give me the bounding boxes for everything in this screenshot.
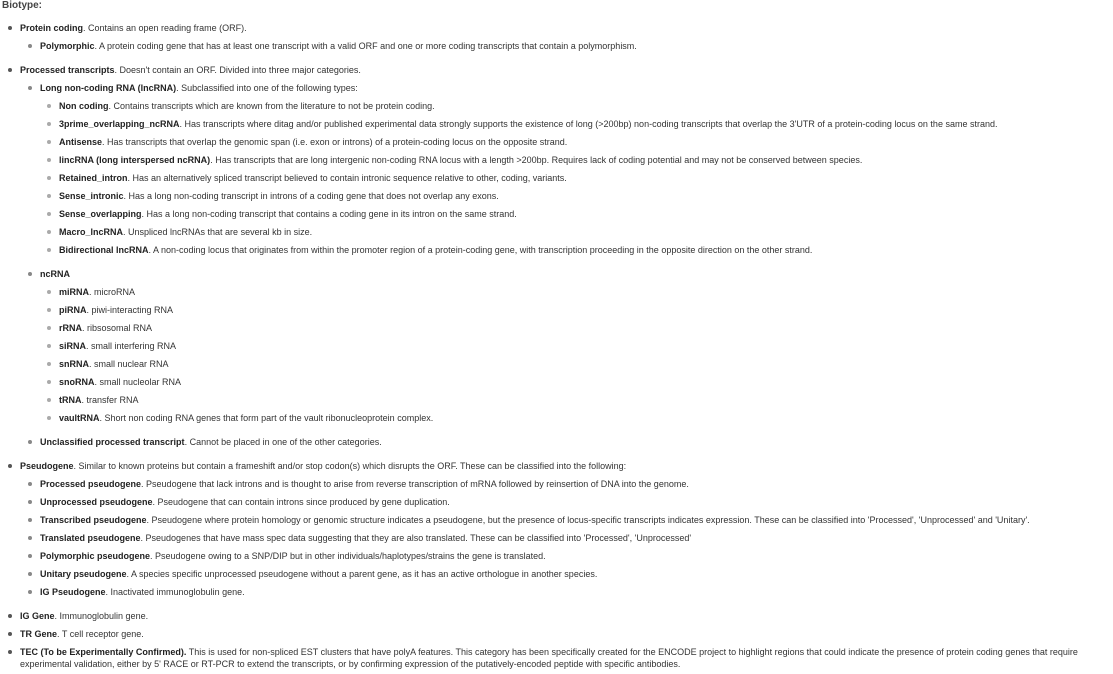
item-term: lincRNA (long interspersed ncRNA) <box>59 155 211 165</box>
list-item-ig-gene <box>20 610 148 622</box>
item-desc: . small interfering RNA <box>86 341 177 351</box>
item-desc: . Doesn't contain an ORF. Divided into three major categories. <box>114 65 361 75</box>
bullet-icon <box>47 158 51 162</box>
item-term: siRNA <box>59 341 87 351</box>
bullet-icon <box>28 518 32 522</box>
item-desc: . small nucleolar RNA <box>94 377 182 387</box>
item-desc: . Has an alternatively spliced transcript believed to contain intronic sequence relative to other, coding, variants. <box>127 173 567 183</box>
list-item-rrna <box>59 322 152 334</box>
list-item-translated-pseudogene <box>40 532 691 544</box>
item-term: ncRNA <box>40 269 71 279</box>
list-item-mirna <box>59 286 135 298</box>
item-desc: . A protein coding gene that has at least one transcript with a valid ORF and one or more coding transcripts that contain a polymorphism. <box>94 41 637 51</box>
list-item-3prime-overlapping <box>59 118 997 130</box>
item-term: Polymorphic <box>40 41 95 51</box>
item-desc: . Short non coding RNA genes that form part of the vault ribonucleoprotein complex. <box>99 413 434 423</box>
list-item-pirna <box>59 304 173 316</box>
item-desc: . transfer RNA <box>81 395 139 405</box>
list-item-pseudogene <box>20 460 626 472</box>
bullet-icon <box>47 104 51 108</box>
item-desc: . Immunoglobulin gene. <box>54 611 149 621</box>
bullet-icon <box>47 362 51 366</box>
list-item-bidirectional-lncrna <box>59 244 812 256</box>
item-desc: . Has a long non-coding transcript in introns of a coding gene that does not overlap any exons. <box>123 191 499 201</box>
item-term: Unclassified processed transcript <box>40 437 185 447</box>
item-term: Processed pseudogene <box>40 479 142 489</box>
list-item-sense-overlapping <box>59 208 517 220</box>
item-term: IG Gene <box>20 611 55 621</box>
list-item-retained-intron <box>59 172 567 184</box>
list-item-processed-pseudogene <box>40 478 689 490</box>
item-desc: . Inactivated immunoglobulin gene. <box>105 587 245 597</box>
item-desc: . Subclassified into one of the following types: <box>176 83 358 93</box>
bullet-icon <box>8 650 12 654</box>
item-term: Unprocessed pseudogene <box>40 497 153 507</box>
item-term: miRNA <box>59 287 90 297</box>
list-item-trna <box>59 394 139 406</box>
item-desc: . Unspliced lncRNAs that are several kb in size. <box>123 227 313 237</box>
item-term: Sense_intronic <box>59 191 124 201</box>
list-item-lncrna <box>40 82 358 94</box>
list-item-tr-gene <box>20 628 144 640</box>
list-item-unprocessed-pseudogene <box>40 496 450 508</box>
bullet-icon <box>47 344 51 348</box>
bullet-icon <box>8 26 12 30</box>
bullet-icon <box>28 572 32 576</box>
item-term: Retained_intron <box>59 173 128 183</box>
item-term: Unitary pseudogene <box>40 569 127 579</box>
list-item-processed-transcripts <box>20 64 361 76</box>
bullet-icon <box>47 122 51 126</box>
item-term: Long non-coding RNA (lncRNA) <box>40 83 177 93</box>
bullet-icon <box>47 230 51 234</box>
bullet-icon <box>28 86 32 90</box>
list-item-polymorphic-pseudogene <box>40 550 546 562</box>
item-desc: . Pseudogene where protein homology or genomic structure indicates a pseudogene, but the presence of locus-specific transcripts indicates expression. These can be classified into 'Processed', 'Unprocessed' and 'Unitary'. <box>146 515 1030 525</box>
bullet-icon <box>28 440 32 444</box>
item-term: Processed transcripts <box>20 65 115 75</box>
item-term: tRNA <box>59 395 82 405</box>
item-term: Bidirectional lncRNA <box>59 245 149 255</box>
item-term: TR Gene <box>20 629 58 639</box>
item-desc: . Similar to known proteins but contain a frameshift and/or stop codon(s) which disrupts the ORF. These can be classified into the following: <box>73 461 627 471</box>
bullet-icon <box>47 290 51 294</box>
item-term: 3prime_overlapping_ncRNA <box>59 119 180 129</box>
list-item-ig-pseudogene <box>40 586 245 598</box>
item-term: Polymorphic pseudogene <box>40 551 151 561</box>
item-term: Non coding <box>59 101 109 111</box>
list-item-sirna <box>59 340 176 352</box>
bullet-icon <box>28 272 32 276</box>
bullet-icon <box>28 590 32 594</box>
list-item-non-coding <box>59 100 435 112</box>
item-term: snRNA <box>59 359 90 369</box>
item-desc: . Contains transcripts which are known from the literature to not be protein coding. <box>108 101 435 111</box>
bullet-icon <box>47 416 51 420</box>
bullet-icon <box>47 326 51 330</box>
item-term: snoRNA <box>59 377 95 387</box>
list-item-transcribed-pseudogene <box>40 514 1030 526</box>
list-item-unclassified <box>40 436 382 448</box>
list-item-ncrna <box>40 268 70 280</box>
item-desc: . A species specific unprocessed pseudogene without a parent gene, as it has an active orthologue in another species. <box>126 569 598 579</box>
item-term: Sense_overlapping <box>59 209 142 219</box>
bullet-icon <box>28 554 32 558</box>
list-item-protein-coding <box>20 22 247 34</box>
item-term: IG Pseudogene <box>40 587 106 597</box>
bullet-icon <box>47 140 51 144</box>
item-desc: . Pseudogene that lack introns and is thought to arise from reverse transcription of mRNA followed by reinsertion of DNA into the genome. <box>141 479 689 489</box>
bullet-icon <box>8 632 12 636</box>
bullet-icon <box>8 614 12 618</box>
item-desc: . Pseudogenes that have mass spec data suggesting that they are also translated. These can be classified into 'Processed', 'Unprocessed' <box>140 533 692 543</box>
item-term: Macro_lncRNA <box>59 227 124 237</box>
item-term: Translated pseudogene <box>40 533 141 543</box>
bullet-icon <box>47 248 51 252</box>
item-term: Transcribed pseudogene <box>40 515 147 525</box>
list-item-tec <box>20 646 1113 670</box>
item-desc: . ribsosomal RNA <box>82 323 153 333</box>
list-item-lincrna <box>59 154 862 166</box>
item-desc: . small nuclear RNA <box>89 359 169 369</box>
bullet-icon <box>47 176 51 180</box>
list-item-unitary-pseudogene <box>40 568 597 580</box>
item-desc: . Pseudogene that can contain introns since produced by gene duplication. <box>152 497 450 507</box>
item-desc: . Contains an open reading frame (ORF). <box>83 23 247 33</box>
item-term: piRNA <box>59 305 87 315</box>
item-term: rRNA <box>59 323 83 333</box>
bullet-icon <box>28 482 32 486</box>
bullet-icon <box>28 500 32 504</box>
bullet-icon <box>28 44 32 48</box>
item-desc: . microRNA <box>89 287 136 297</box>
page-title: Biotype: <box>2 0 42 11</box>
item-term: Antisense <box>59 137 103 147</box>
item-desc: . A non-coding locus that originates from within the promoter region of a protein-coding gene, with transcription proceeding in the opposite direction on the other strand. <box>148 245 813 255</box>
item-desc: . piwi-interacting RNA <box>86 305 174 315</box>
item-desc: . Has a long non-coding transcript that contains a coding gene in its intron on the same strand. <box>141 209 517 219</box>
item-desc: This is used for non-spliced EST clusters that have polyA features. This category has been specifically created for the ENCODE project to highlight regions that could indicate the presence of protein coding genes that require experimental validation, either by 5' RACE or RT-PCR to extend the transcripts, or by confirming expression of the putatively-encoded peptide with specific antibodies. <box>20 647 1078 669</box>
bullet-icon <box>47 212 51 216</box>
item-term: Protein coding <box>20 23 83 33</box>
item-desc: . Has transcripts that overlap the genomic span (i.e. exon or introns) of a protein-coding locus on the opposite strand. <box>102 137 568 147</box>
list-item-snrna <box>59 358 169 370</box>
bullet-icon <box>47 380 51 384</box>
item-desc: . Pseudogene owing to a SNP/DIP but in other individuals/haplotypes/strains the gene is translated. <box>150 551 546 561</box>
item-term: TEC (To be Experimentally Confirmed). <box>20 647 187 657</box>
bullet-icon <box>8 68 12 72</box>
list-item-macro-lncrna <box>59 226 312 238</box>
list-item-sense-intronic <box>59 190 499 202</box>
bullet-icon <box>28 536 32 540</box>
item-desc: . Cannot be placed in one of the other categories. <box>184 437 382 447</box>
item-desc: . Has transcripts where ditag and/or published experimental data strongly supports the existence of long (>200bp) non-coding transcripts that overlap the 3'UTR of a protein-coding locus on the same strand. <box>179 119 998 129</box>
list-item-snorna <box>59 376 181 388</box>
item-desc: . Has transcripts that are long intergenic non-coding RNA locus with a length >200bp. Requires lack of coding potential and may not be conserved between species. <box>210 155 863 165</box>
bullet-icon <box>47 398 51 402</box>
bullet-icon <box>47 194 51 198</box>
list-item-polymorphic <box>40 40 637 52</box>
bullet-icon <box>8 464 12 468</box>
list-item-antisense <box>59 136 567 148</box>
list-item-vaultrna <box>59 412 433 424</box>
item-term: Pseudogene <box>20 461 74 471</box>
item-desc: . T cell receptor gene. <box>57 629 144 639</box>
item-term: vaultRNA <box>59 413 100 423</box>
bullet-icon <box>47 308 51 312</box>
